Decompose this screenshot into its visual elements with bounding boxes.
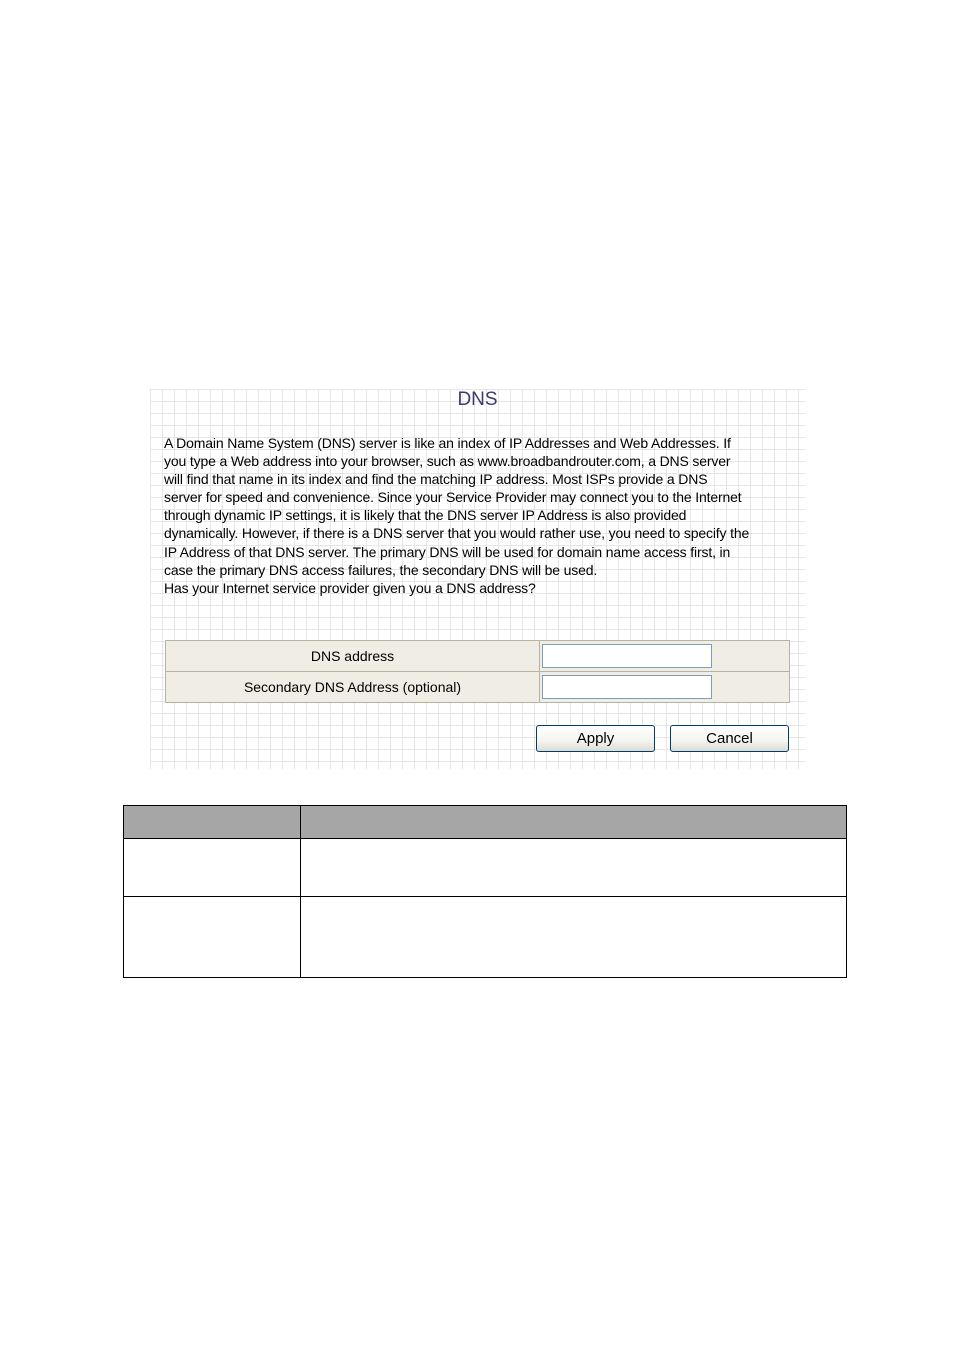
dns-address-row <box>166 641 789 672</box>
dns-address-label: DNS address <box>166 641 540 672</box>
cancel-button[interactable]: Cancel <box>670 725 789 752</box>
description-line: A Domain Name System (DNS) server is like an index of IP Addresses and Web Addresses. If <box>164 435 731 451</box>
secondary-dns-row <box>166 672 789 702</box>
description-line: Has your Internet service provider given you a DNS address? <box>164 579 536 596</box>
info-table <box>123 805 847 978</box>
info-cell <box>124 897 301 978</box>
dns-fields-table <box>165 640 790 703</box>
description-line: will find that name in its index and find the matching IP address. Most ISPs provide a DNS <box>164 471 708 488</box>
dns-address-input[interactable] <box>542 644 712 668</box>
description-line: dynamically. However, if there is a DNS server that you would rather use, you need to specify the <box>164 525 750 542</box>
dns-address-cell <box>540 641 789 672</box>
description-line: you type a Web address into your browser, such as www.broadbandrouter.com, a DNS server <box>164 453 731 470</box>
apply-button[interactable]: Apply <box>536 725 655 752</box>
description-line: IP Address of that DNS server. The primary DNS will be used for domain name access first, in <box>164 543 731 560</box>
secondary-dns-input[interactable] <box>542 675 712 699</box>
panel-title: DNS <box>457 389 498 410</box>
dns-description <box>164 434 794 597</box>
info-table-header <box>124 806 847 839</box>
description-line: case the primary DNS access failures, the secondary DNS will be used. <box>164 561 598 578</box>
secondary-dns-cell <box>540 672 789 702</box>
description-line: server for speed and convenience. Since your Service Provider may connect you to the Internet <box>164 489 742 506</box>
secondary-dns-label: Secondary DNS Address (optional) <box>166 672 540 702</box>
dns-settings-panel <box>150 389 805 769</box>
info-header-cell <box>124 806 301 839</box>
description-line: through dynamic IP settings, it is likely that the DNS server IP Address is also provided <box>164 507 687 524</box>
info-cell <box>301 839 847 897</box>
table-row <box>124 839 847 897</box>
info-cell <box>124 839 301 897</box>
table-row <box>124 897 847 978</box>
info-header-cell <box>301 806 847 839</box>
info-cell <box>301 897 847 978</box>
